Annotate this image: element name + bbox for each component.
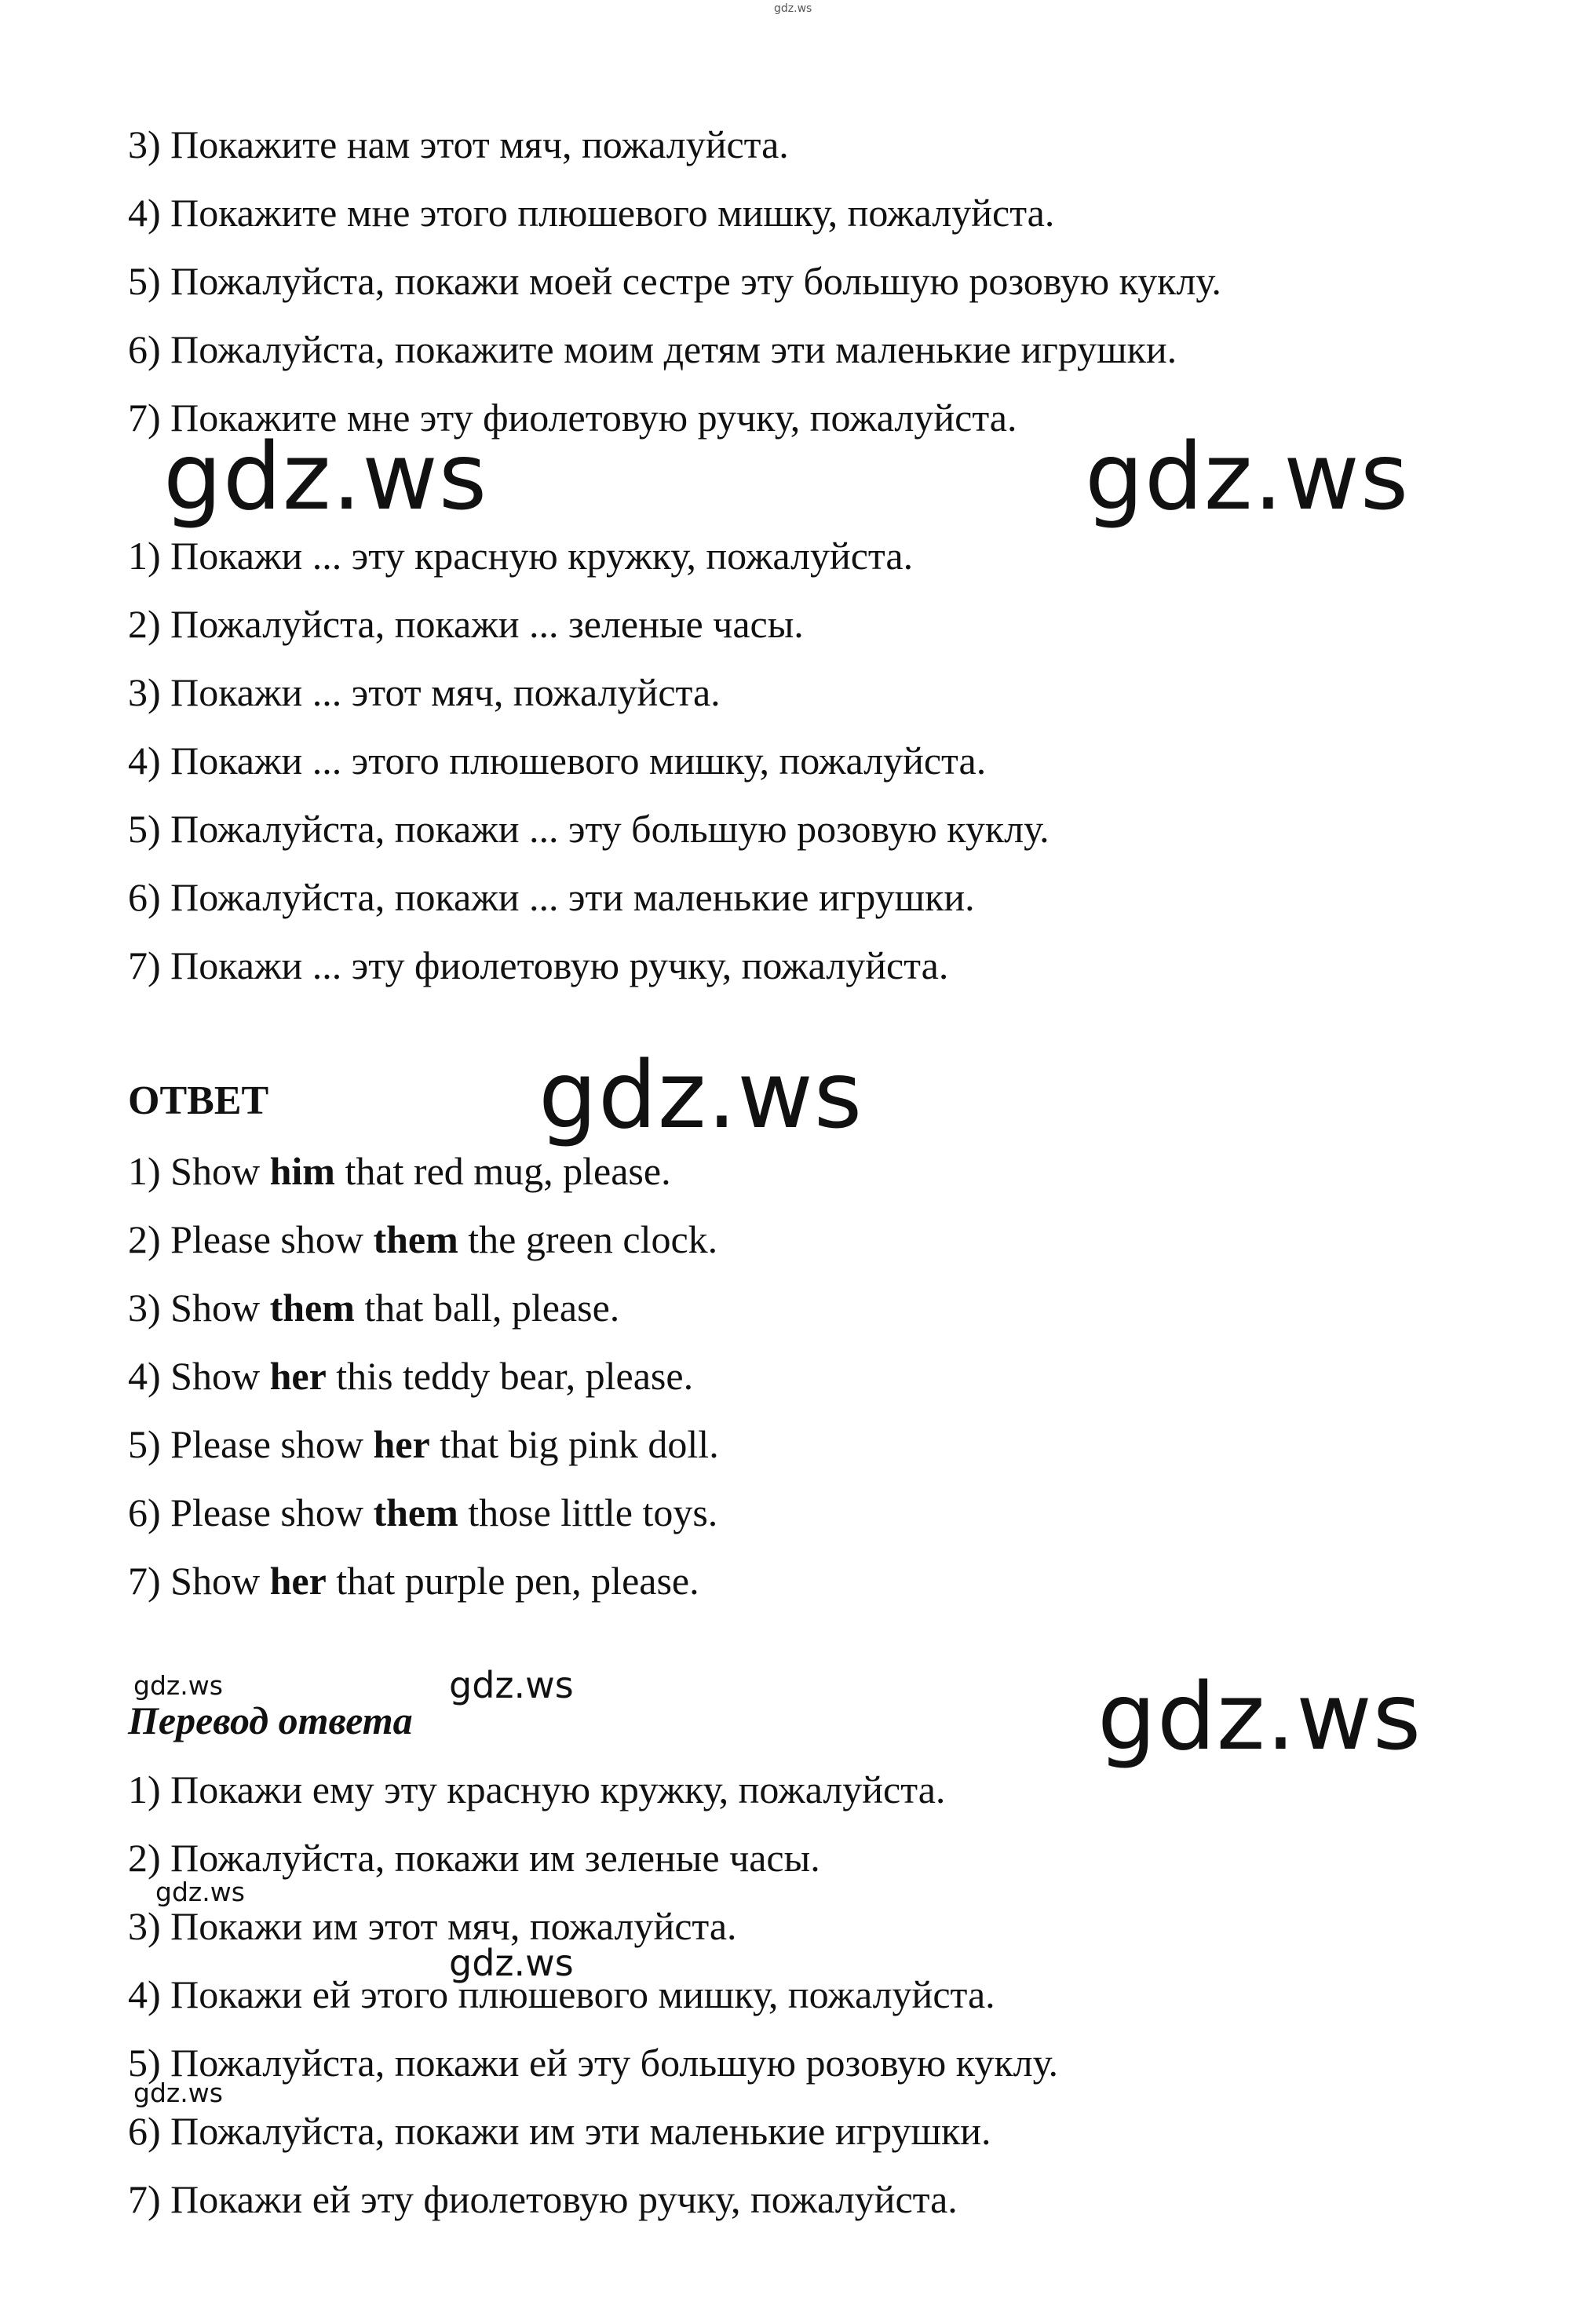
answer-pronoun: them <box>373 1217 458 1261</box>
answer-heading: ОТВЕТ <box>128 1078 269 1123</box>
translation-line-7: 7) Покажи ей эту фиолетовую ручку, пожалуйста. <box>128 2177 958 2221</box>
answer-pronoun: them <box>269 1286 355 1330</box>
answer-pronoun: him <box>269 1149 335 1193</box>
answer-line-6: 6) Please show them those little toys. <box>128 1490 718 1534</box>
translation-line-2: 2) Пожалуйста, покажи им зеленые часы. <box>128 1836 820 1880</box>
translation-line-4: 4) Покажи ей этого плюшевого мишку, пожалуйста. <box>128 1972 995 2016</box>
answer-line-7: 7) Show her that purple pen, please. <box>128 1559 699 1603</box>
top-line-4: 4) Покажите мне этого плюшевого мишку, пожалуйста. <box>128 191 1055 235</box>
watermark-big-lower-right: gdz.ws <box>1097 1662 1422 1771</box>
task-line-6: 6) Пожалуйста, покажи ... эти маленькие игрушки. <box>128 875 975 919</box>
answer-pronoun: her <box>269 1559 327 1603</box>
task-line-1: 1) Покажи ... эту красную кружку, пожалуйста. <box>128 534 914 578</box>
task-line-5: 5) Пожалуйста, покажи ... эту большую розовую куклу. <box>128 807 1050 851</box>
translation-heading: Перевод ответа <box>128 1698 413 1742</box>
watermark-small-1: gdz.ws <box>133 1670 223 1701</box>
answer-pronoun: her <box>373 1422 430 1466</box>
top-line-7: 7) Покажите мне эту фиолетовую ручку, пожалуйста. <box>128 396 1017 440</box>
top-line-3: 3) Покажите нам этот мяч, пожалуйста. <box>128 122 789 166</box>
top-line-6: 6) Пожалуйста, покажите моим детям эти маленькие игрушки. <box>128 327 1177 371</box>
answer-pronoun: her <box>269 1354 327 1398</box>
translation-line-3: 3) Покажи им этот мяч, пожалуйста. <box>128 1904 737 1948</box>
task-line-4: 4) Покажи ... этого плюшевого мишку, пожалуйста. <box>128 739 987 783</box>
watermark-mid-1: gdz.ws <box>449 1664 574 1706</box>
translation-line-1: 1) Покажи ему эту красную кружку, пожалуйста. <box>128 1768 946 1811</box>
answer-line-2: 2) Please show them the green clock. <box>128 1217 718 1261</box>
answer-line-5: 5) Please show her that big pink doll. <box>128 1422 719 1466</box>
watermark-small-2: gdz.ws <box>155 1877 245 1907</box>
answer-line-4: 4) Show her this teddy bear, please. <box>128 1354 694 1398</box>
answer-line-1: 1) Show him that red mug, please. <box>128 1149 671 1193</box>
watermark-top-tiny: gdz.ws <box>774 2 812 15</box>
answer-line-3: 3) Show them that ball, please. <box>128 1286 620 1330</box>
translation-line-6: 6) Пожалуйста, покажи им эти маленькие игрушки. <box>128 2109 991 2153</box>
top-line-5: 5) Пожалуйста, покажи моей сестре эту большую розовую куклу. <box>128 259 1221 303</box>
watermark-mid-2: gdz.ws <box>449 1942 574 1984</box>
watermark-small-3: gdz.ws <box>133 2078 223 2108</box>
watermark-big-left: gdz.ws <box>163 422 488 531</box>
answer-pronoun: them <box>373 1490 458 1534</box>
watermark-big-right: gdz.ws <box>1085 422 1410 531</box>
task-line-7: 7) Покажи ... эту фиолетовую ручку, пожалуйста. <box>128 943 949 987</box>
task-line-2: 2) Пожалуйста, покажи ... зеленые часы. <box>128 602 804 646</box>
translation-line-5: 5) Пожалуйста, покажи ей эту большую розовую куклу. <box>128 2041 1059 2085</box>
watermark-big-center: gdz.ws <box>538 1041 863 1149</box>
task-line-3: 3) Покажи ... этот мяч, пожалуйста. <box>128 670 721 714</box>
